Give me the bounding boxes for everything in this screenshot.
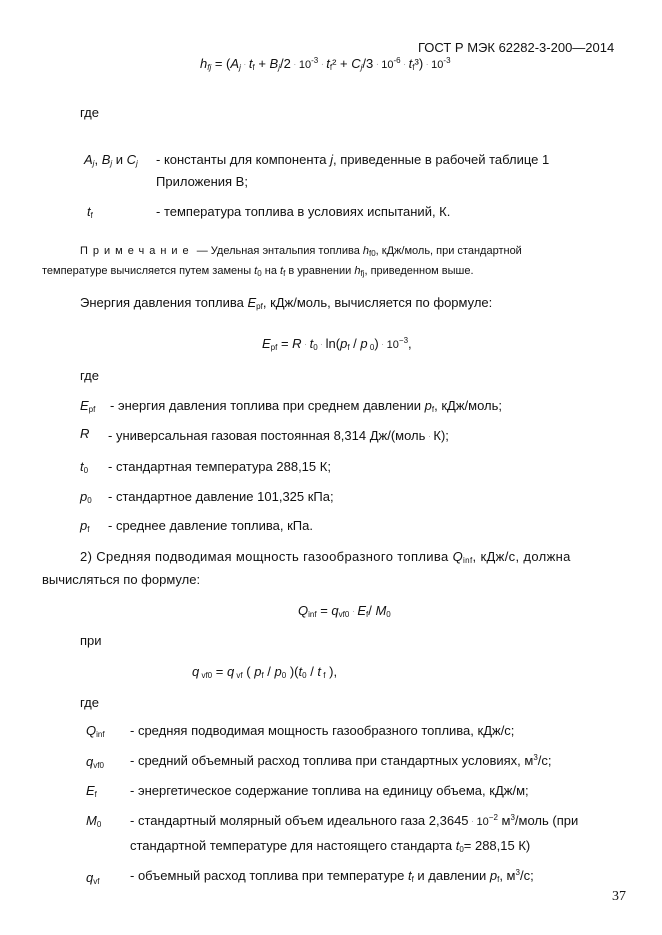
def-symbol-ef: $E_f$	[86, 783, 97, 799]
page-number: 37	[612, 889, 626, 904]
def-text-m0: - стандартный молярный объем идеального газа $2,3645 \cdot 10^{-2}$ $м^3$/моль (при	[130, 813, 579, 828]
def-symbol-t0: $t_0$	[80, 459, 89, 475]
formula-power: $Q_{inf} = q_{vf0} \cdot E_f/$ $M_0$	[298, 603, 391, 619]
def-text-qvf: - объемный расход топлива при температуре $t_f$ и давлении $p_f$, $м^3/с$;	[130, 868, 534, 884]
def-text-r: - универсальная газовая постоянная 8,314 Дж/(моль · К);	[108, 428, 449, 443]
where-label-3: где	[80, 695, 99, 710]
def-text-tf: - температура топлива в условиях испытаний, К.	[156, 204, 451, 219]
pri-label: при	[80, 633, 102, 648]
def-symbol-r: R	[80, 426, 90, 441]
formula-flow: q $_{vf0}$ = q $_{vf}$ ( $p_f / p_0$ )($t_0$ / t $_f$ ),	[192, 664, 338, 680]
def-text-t0: - стандартная температура 288,15 К;	[108, 459, 331, 474]
def-symbol-qvf: $q_{vf}$	[86, 870, 100, 886]
def-symbol-tf: $t_f$	[87, 204, 93, 220]
def-symbol-epf: $E_{pf}$	[80, 398, 96, 414]
def-text-qinf: - средняя подводимая мощность газообразного топлива, кДж/с;	[130, 723, 515, 738]
where-label-1: где	[80, 105, 99, 120]
page-header: ГОСТ Р МЭК 62282-3-200—2014	[418, 40, 615, 55]
def-text-ef: - энергетическое содержание топлива на единицу объема, кДж/м;	[130, 783, 529, 798]
def-symbol-p0: $p_0$	[80, 489, 92, 505]
def-text-abc-line2: Приложения В;	[156, 174, 248, 189]
def-symbol-qinf: $Q_{inf}$	[86, 723, 105, 739]
def-text-abc: - константы для компонента j, приведенные в рабочей таблице 1	[156, 152, 550, 167]
item2-line-1: 2) Средняя подводимая мощность газообразного топлива $Q_{inf}$, кДж/с, должна	[80, 549, 571, 565]
def-symbol-pf: $p_f$	[80, 518, 90, 534]
where-label-2: где	[80, 368, 99, 383]
energy-intro: Энергия давления топлива $E_{pf}$, кДж/моль, вычисляется по формуле:	[80, 295, 493, 311]
def-text-qvf0: - средний объемный расход топлива при стандартных условиях, $м^3/с$;	[130, 753, 552, 768]
note-line-1: Примечание — Удельная энтальпия топлива $h_{f0}$, кДж/моль, при стандартной	[80, 245, 522, 258]
def-text-pf: - среднее давление топлива, кПа.	[108, 518, 313, 533]
def-symbol-qvf0: $q_{vf0}$	[86, 754, 104, 770]
def-text-m0-line2: стандартной температуре для настоящего стандарта $t_0= 288,15$ К)	[130, 838, 531, 854]
def-symbol-abc: $A_j$, $B_j$ и $C_j$	[84, 152, 138, 168]
def-text-epf: - энергия давления топлива при среднем давлении $p_f$, кДж/моль;	[110, 398, 502, 414]
formula-enthalpy: $h_{fj} = (A_j \cdot t_f + B_j/2 \cdot 10^{-3} \cdot t_f^2 + C_j/3 \cdot 10^{-6} \cdot t_f^3) \cdot 10^{-3}$	[200, 56, 451, 72]
note-line-2: температуре вычисляется путем замены $t_0$ на $t_f$ в уравнении $h_{fj}$, приведенном выше.	[42, 265, 474, 278]
item2-line-2: вычисляться по формуле:	[42, 572, 201, 587]
def-text-p0: - стандартное давление 101,325 кПа;	[108, 489, 334, 504]
def-symbol-m0: $M_0$	[86, 813, 102, 829]
formula-pressure-energy: $E_{pf} = R \cdot t_0 \cdot \ln(p_f / p$ $_0) \cdot 10^{-3}$,	[262, 336, 412, 352]
